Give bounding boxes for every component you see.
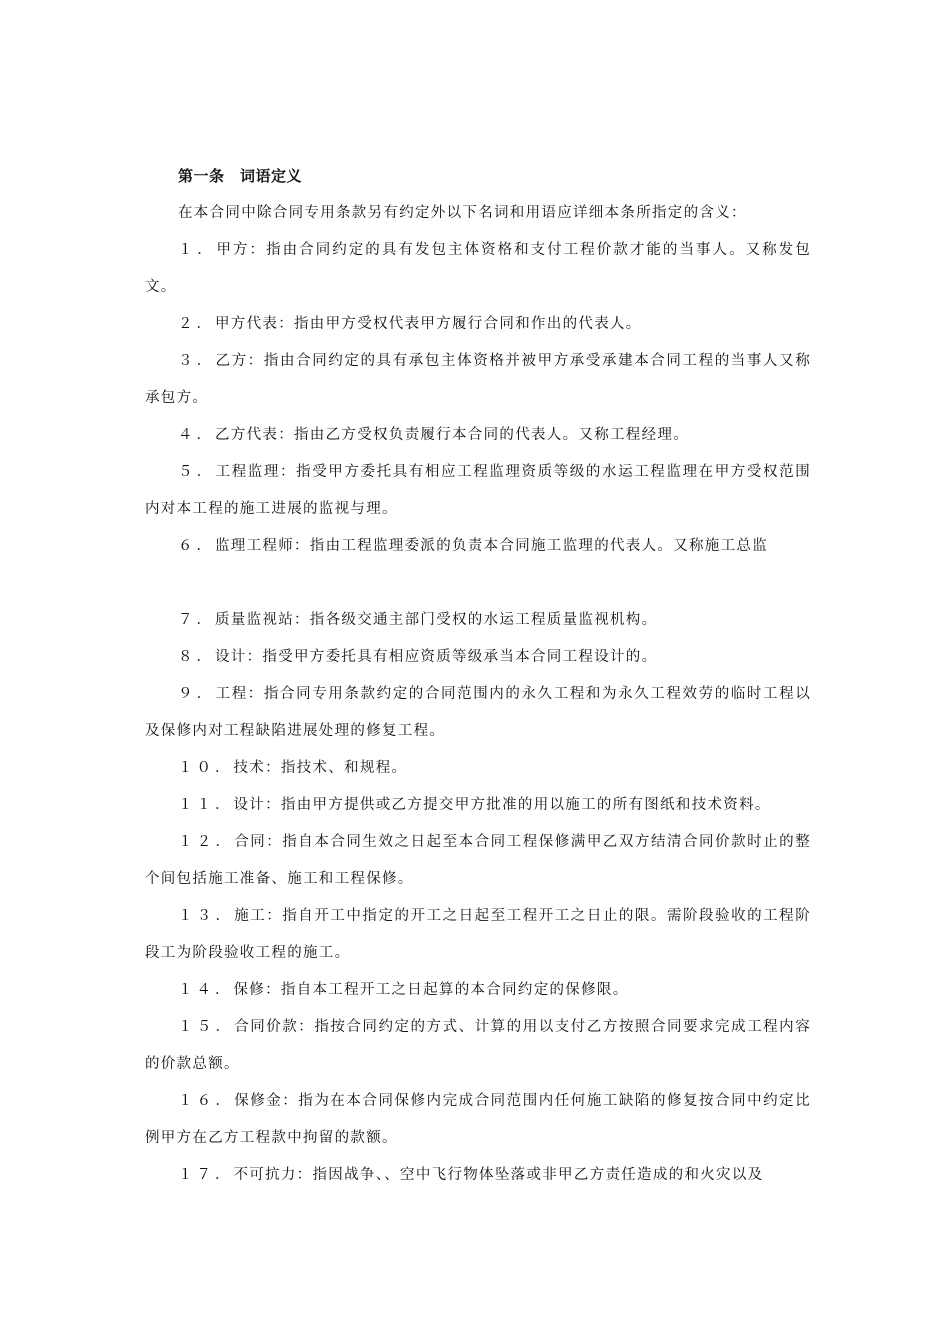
item-number: １７． (178, 1167, 234, 1183)
definition-item-7 (145, 602, 811, 639)
item-text: 甲方代表：指由甲方受权代表甲方履行合同和作出的代表人。 (215, 316, 642, 332)
definition-item-11 (145, 787, 811, 824)
item-text: 工程监理：指受甲方委托具有相应工程监理资质等级的水运工程监理在甲方受权范围内对本工程的施工进展的监视与理。 (145, 464, 811, 517)
item-text: 设计：指受甲方委托具有相应资质等级承当本合同工程设计的。 (215, 649, 658, 665)
item-text: 乙方代表：指由乙方受权负责履行本合同的代表人。又称工程经理。 (215, 427, 689, 443)
item-text: 乙方：指由合同约定的具有承包主体资格并被甲方承受承建本合同工程的当事人又称承包方。 (145, 353, 811, 406)
item-number: ５． (178, 464, 216, 480)
item-number: １． (178, 242, 217, 258)
item-number: １２． (178, 834, 235, 850)
item-number: ３． (178, 353, 216, 369)
item-number: １０． (178, 760, 234, 776)
intro-paragraph: 在本合同中除合同专用条款另有约定外以下名词和用语应详细本条所指定的含义： (178, 205, 747, 221)
item-number: ９． (178, 686, 216, 702)
definition-item-9 (145, 676, 811, 750)
document-page (145, 158, 811, 1194)
definition-item-8 (145, 639, 811, 676)
item-text: 工程：指合同专用条款约定的合同范围内的永久工程和为永久工程效劳的临时工程以及保修内对工程缺陷进展处理的修复工程。 (145, 686, 811, 739)
item-number: １５． (178, 1019, 235, 1035)
definition-item-5 (145, 454, 811, 528)
definition-item-15 (145, 1009, 811, 1083)
item-number: １４． (178, 982, 234, 998)
definition-item-1 (145, 232, 811, 306)
definition-item-10 (145, 750, 811, 787)
item-text: 保修金：指为在本合同保修内完成合同范围内任何施工缺陷的修复按合同中约定比例甲方在乙方工程款中拘留的款额。 (145, 1093, 811, 1146)
definition-item-12 (145, 824, 811, 898)
blank-line (145, 565, 811, 602)
definition-item-6 (145, 528, 811, 565)
item-number: １３． (178, 908, 235, 924)
definition-item-4 (145, 417, 811, 454)
item-text: 合同价款：指按合同约定的方式、计算的用以支付乙方按照合同要求完成工程内容的价款总额。 (145, 1019, 811, 1072)
definition-item-3 (145, 343, 811, 417)
item-number: ６． (178, 538, 215, 554)
definition-item-16 (145, 1083, 811, 1157)
definition-item-2 (145, 306, 811, 343)
item-text: 技术：指技术、和规程。 (233, 760, 408, 776)
item-text: 质量监视站：指各级交通主部门受权的水运工程质量监视机构。 (215, 612, 658, 628)
item-text: 甲方：指由合同约定的具有发包主体资格和支付工程价款才能的当事人。又称发包文。 (145, 242, 812, 295)
item-text: 设计：指由甲方提供或乙方提交甲方批准的用以施工的所有图纸和技术资料。 (233, 797, 771, 813)
item-number: １６． (178, 1093, 235, 1109)
item-text: 监理工程师：指由工程监理委派的负责本合同施工监理的代表人。又称施工总监 (215, 538, 768, 554)
definition-item-14 (145, 972, 811, 1009)
definition-item-17 (145, 1157, 811, 1194)
item-number: ４． (178, 427, 215, 443)
article-title: 词语定义 (240, 167, 303, 185)
item-text: 合同：指自本合同生效之日起至本合同工程保修满甲乙双方结清合同价款时止的整个间包括施工准备、施工和工程保修。 (145, 834, 811, 887)
article-heading (145, 158, 811, 195)
item-number: ７． (178, 612, 215, 628)
item-number: １１． (178, 797, 234, 813)
article-number: 第一条 (178, 167, 225, 185)
definition-item-13 (145, 898, 811, 972)
item-text: 不可抗力：指因战争、、空中飞行物体坠落或非甲乙方责任造成的和火灾以及 (233, 1167, 764, 1183)
item-number: ８． (178, 649, 215, 665)
item-number: ２． (178, 316, 215, 332)
item-text: 保修：指自本工程开工之日起算的本合同约定的保修限。 (233, 982, 629, 998)
item-text: 施工：指自开工中指定的开工之日起至工程开工之日止的限。需阶段验收的工程阶段工为阶段验收工程的施工。 (145, 908, 811, 961)
